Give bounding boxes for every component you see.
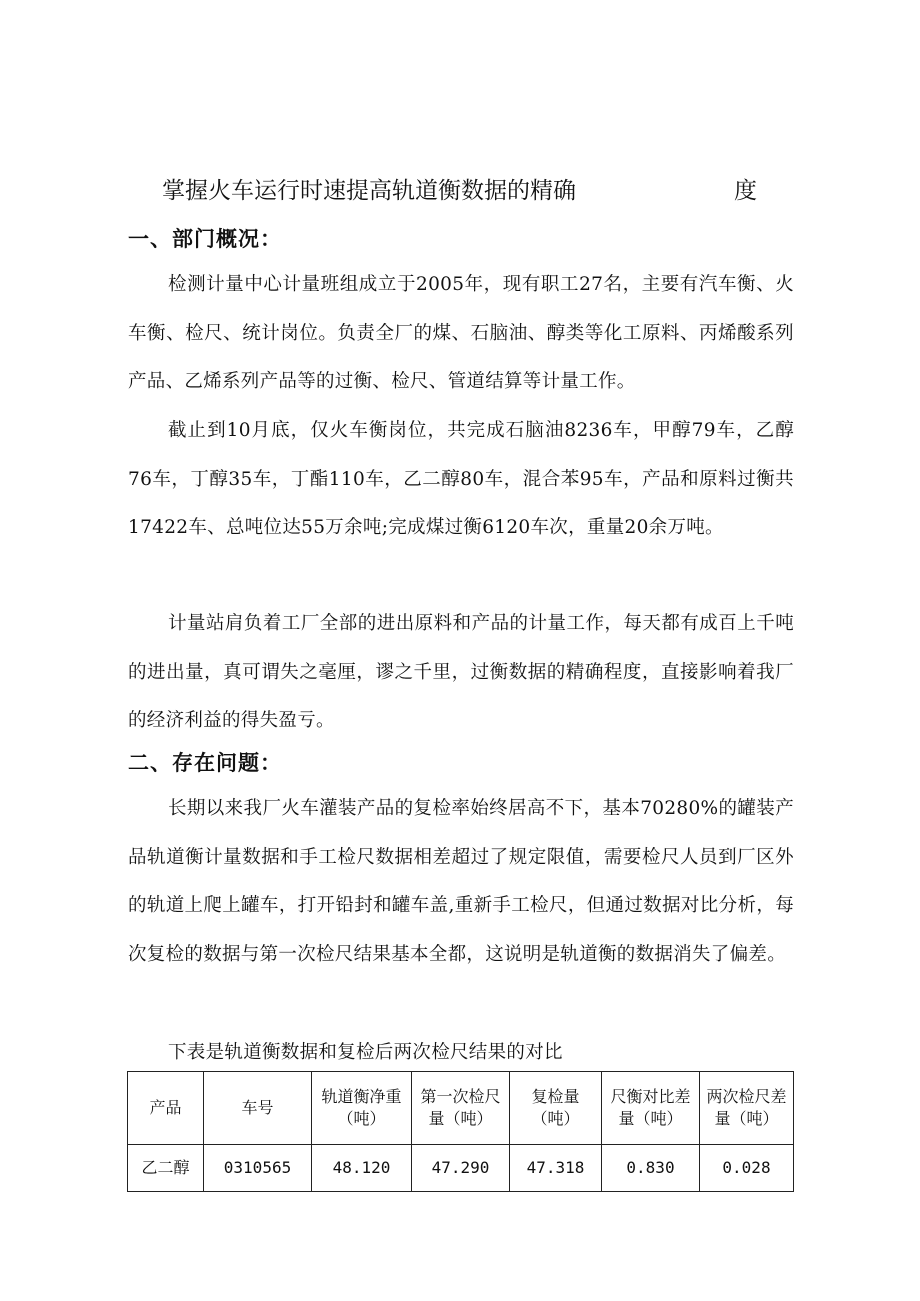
cell-recheck: 47.318	[510, 1145, 602, 1192]
table-row	[128, 1145, 794, 1192]
document-title	[162, 174, 762, 208]
section-heading-overview: 一、部门概况：	[128, 227, 282, 251]
paragraph-overview-3: 计量站肩负着工厂全部的进出原料和产品的计量工作，每天都有成百上千吨的进出量，真可谓失之毫厘，谬之千里，过衡数据的精确程度，直接影响着我厂的经济利益的得失盈亏。	[128, 613, 794, 731]
cell-product: 乙二醇	[128, 1145, 204, 1192]
paragraph-overview-2: 截止到10月底，仅火车衡岗位，共完成石脑油8236车，甲醇79车，乙醇76车，丁醇35车，丁酯110车，乙二醇80车，混合苯95车，产品和原料过衡共17422车、总吨位达55万余吨;完成煤过衡6120车次，重量20余万吨。	[128, 420, 794, 538]
cell-first-gauge: 47.290	[412, 1145, 510, 1192]
title-main: 掌握火车运行时速提高轨道衡数据的精确	[162, 178, 576, 204]
header-recheck: 复检量（吨）	[510, 1072, 602, 1145]
header-gauge-scale-diff: 尺衡对比差量（吨）	[602, 1072, 700, 1145]
paragraph-overview-1: 检测计量中心计量班组成立于2005年，现有职工27名，主要有汽车衡、火车衡、检尺、统计岗位。负责全厂的煤、石脑油、醇类等化工原料、丙烯酸系列产品、乙烯系列产品等的过衡、检尺、管道结算等计量工作。	[128, 274, 794, 392]
title-tail: 度	[734, 178, 757, 204]
comparison-table	[127, 1071, 794, 1192]
table-caption: 下表是轨道衡数据和复检后两次检尺结果的对比	[168, 1042, 563, 1063]
header-car-number: 车号	[204, 1072, 312, 1145]
cell-track-scale-net: 48.120	[312, 1145, 412, 1192]
header-first-gauge: 第一次检尺量（吨）	[412, 1072, 510, 1145]
cell-gauge-scale-diff: 0.830	[602, 1145, 700, 1192]
header-track-scale-net: 轨道衡净重（吨）	[312, 1072, 412, 1145]
header-two-gauge-diff: 两次检尺差量（吨）	[700, 1072, 794, 1145]
section-heading-problems: 二、存在问题：	[128, 751, 282, 775]
header-product: 产品	[128, 1072, 204, 1145]
cell-car-number: 0310565	[204, 1145, 312, 1192]
cell-two-gauge-diff: 0.028	[700, 1145, 794, 1192]
paragraph-problems-1: 长期以来我厂火车灌装产品的复检率始终居高不下，基本70280%的罐装产品轨道衡计量数据和手工检尺数据相差超过了规定限值，需要检尺人员到厂区外的轨道上爬上罐车，打开铅封和罐车盖,重新手工检尺，但通过数据对比分析，每次复检的数据与第一次检尺结果基本全都，这说明是轨道衡的数据消失了偏差。	[128, 798, 794, 965]
table-header-row	[128, 1072, 794, 1145]
